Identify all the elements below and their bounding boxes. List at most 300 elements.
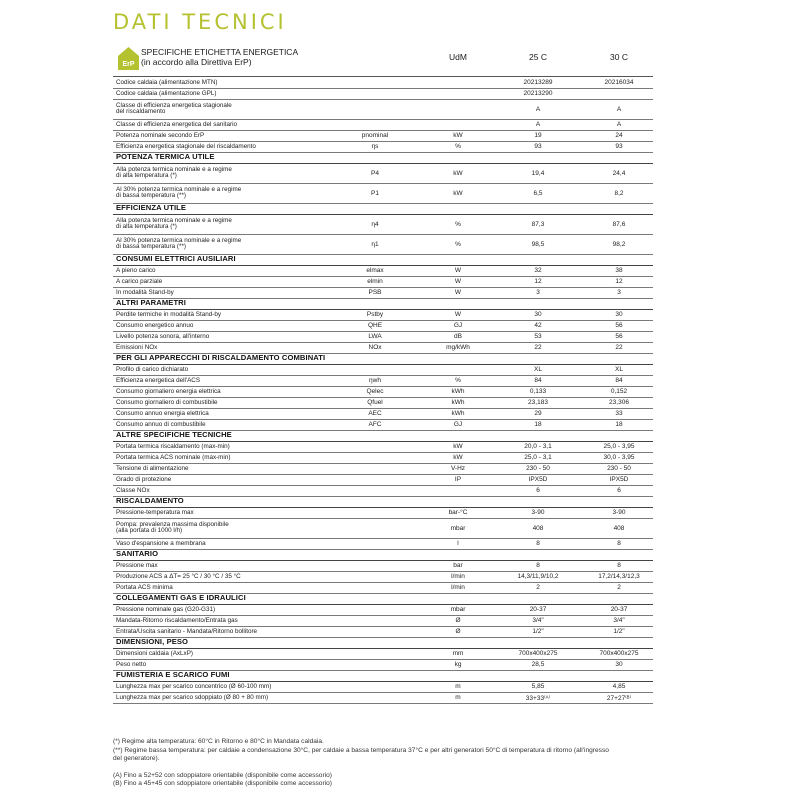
- row-unit: W: [454, 289, 462, 296]
- value-25c: 3-90: [531, 509, 545, 516]
- row-label-line: Potenza nominale secondo ErP: [116, 131, 205, 139]
- table-row: [113, 235, 653, 255]
- row-unit: l/min: [451, 584, 465, 591]
- value-30c: 230 - 50: [607, 465, 631, 472]
- section-heading: [116, 592, 246, 602]
- table-row: [113, 572, 653, 583]
- value-25c: 6: [536, 487, 540, 494]
- value-25c: 1/2": [532, 628, 544, 635]
- row-unit: mbar: [450, 524, 466, 532]
- section-heading-row: [113, 594, 653, 605]
- row-unit: kW: [453, 169, 463, 177]
- value-30c: 56: [615, 322, 623, 329]
- value-25c: IPX5D: [528, 476, 548, 483]
- table-row: [113, 486, 653, 497]
- table-row: [113, 310, 653, 321]
- row-unit: %: [455, 377, 461, 384]
- table-row: [113, 266, 653, 277]
- row-label: [116, 629, 257, 636]
- table-row: [113, 120, 653, 131]
- section-heading: [116, 202, 187, 212]
- row-label-line: Al 30% potenza termica nominale e a regime: [116, 185, 242, 193]
- row-label: [116, 290, 174, 297]
- row-unit: mbar: [450, 606, 466, 613]
- value-30c: 23,306: [609, 399, 629, 406]
- value-30c: 22: [615, 344, 623, 351]
- value-25c: 20,0 - 3,1: [524, 443, 552, 450]
- row-label-line: A carico parziale: [116, 277, 163, 285]
- value-25c: 84: [534, 377, 542, 384]
- value-30c: 20216034: [604, 79, 634, 86]
- value-30c: 84: [615, 377, 623, 384]
- section-heading: [116, 548, 159, 558]
- section-heading-row: [113, 153, 653, 164]
- row-label-line: RISCALDAMENTO: [116, 495, 184, 505]
- row-label-line: Peso netto: [116, 660, 147, 668]
- column-header-25c: 25 C: [529, 52, 547, 62]
- row-symbol: P4: [371, 169, 379, 177]
- table-row: [113, 100, 653, 120]
- section-heading: [116, 253, 236, 263]
- row-label-line: ALTRI PARAMETRI: [116, 297, 186, 307]
- row-label: [116, 389, 221, 396]
- row-label-line: Profilo di carico dichiarato: [116, 365, 189, 373]
- row-label: [116, 477, 171, 484]
- row-unit: GJ: [453, 421, 463, 428]
- row-label-line: Emissioni NOx: [116, 343, 158, 351]
- row-unit: m: [455, 694, 461, 701]
- row-label: [116, 563, 158, 570]
- row-label-line: Livello potenza sonora, all'interno: [116, 332, 210, 340]
- value-30c: 408: [613, 524, 625, 532]
- footnote: del generatore).: [113, 755, 160, 763]
- spec-heading-line2: (in accordo alla Direttiva ErP): [141, 57, 252, 67]
- value-30c: 87,6: [612, 220, 626, 228]
- row-unit: IP: [454, 476, 462, 483]
- value-30c: 25,0 - 3,95: [603, 443, 635, 450]
- table-row: [113, 277, 653, 288]
- table-row: [113, 649, 653, 660]
- value-30c: 4,85: [612, 683, 626, 690]
- row-label-line: (alla portata di 1000 l/h): [116, 527, 183, 535]
- value-30c: 38: [615, 267, 623, 274]
- row-label: [116, 662, 146, 669]
- value-30c: 3: [617, 289, 621, 296]
- row-label-line: DIMENSIONI, PESO: [116, 636, 189, 646]
- row-label: [116, 144, 256, 151]
- row-label: [116, 103, 232, 116]
- row-label: [116, 684, 271, 691]
- value-25c: 20213290: [523, 90, 553, 97]
- section-heading: [116, 352, 326, 362]
- table-row: [113, 627, 653, 638]
- row-label-line: Vaso d'espansione a membrana: [116, 539, 206, 547]
- row-label: [116, 400, 218, 407]
- section-heading-row: [113, 638, 653, 649]
- table-row: [113, 376, 653, 387]
- value-30c: 56: [615, 333, 623, 340]
- section-heading: [116, 151, 215, 161]
- row-label: [116, 218, 232, 231]
- row-label-line: A pieno carico: [116, 266, 156, 274]
- row-label-line: Portata ACS minima: [116, 583, 173, 591]
- table-row: [113, 288, 653, 299]
- row-unit: l: [457, 540, 459, 547]
- section-heading: [116, 669, 230, 679]
- table-row: [113, 539, 653, 550]
- row-symbol: LWA: [368, 333, 382, 340]
- row-symbol: Pstby: [366, 311, 384, 318]
- row-label: [116, 541, 206, 548]
- value-25c: 230 - 50: [526, 465, 550, 472]
- row-unit: kW: [453, 454, 463, 461]
- section-heading-row: [113, 497, 653, 508]
- row-label-line: Consumo giornaliero energia elettrica: [116, 387, 221, 395]
- row-label-line: di bassa temperatura (**): [116, 192, 186, 200]
- row-unit: bar: [453, 562, 463, 569]
- row-unit: Ø: [455, 628, 461, 635]
- table-row: [113, 78, 653, 89]
- value-25c: 19,4: [531, 169, 545, 177]
- row-label: [116, 522, 229, 535]
- value-25c: 87,3: [531, 220, 545, 228]
- row-label: [116, 651, 193, 658]
- row-unit: bar-°C: [448, 509, 468, 516]
- table-row: [113, 164, 653, 184]
- row-label: [116, 312, 221, 319]
- row-unit: W: [454, 267, 462, 274]
- section-heading-row: [113, 431, 653, 442]
- value-30c: 98,2: [612, 240, 626, 248]
- row-label-line: Consumo giornaliero di combustibile: [116, 398, 218, 406]
- row-symbol: NOx: [368, 344, 382, 351]
- row-label-line: Consumo annuo di combustibile: [116, 420, 206, 428]
- value-30c: 2: [617, 584, 621, 591]
- erp-badge-text: ErP: [122, 61, 135, 68]
- row-label: [116, 279, 162, 286]
- spec-heading-line1: SPECIFICHE ETICHETTA ENERGETICA: [141, 47, 299, 57]
- row-unit: kWh: [451, 388, 465, 395]
- value-25c: 30: [534, 311, 542, 318]
- table-row: [113, 89, 653, 100]
- table-row: [113, 682, 653, 693]
- value-25c: A: [535, 105, 541, 113]
- value-25c: 14,3/11,9/10,2: [517, 573, 559, 580]
- row-label-line: EFFICIENZA UTILE: [116, 202, 187, 212]
- row-label-line: Pressione nominale gas (G20-G31): [116, 605, 216, 613]
- value-25c: 3: [536, 289, 540, 296]
- row-label: [116, 585, 173, 592]
- row-label-line: Classe NOx: [116, 486, 150, 494]
- spec-heading: [141, 47, 298, 67]
- row-label-line: Consumo annuo energia elettrica: [116, 409, 209, 417]
- value-25c: 8: [536, 540, 540, 547]
- section-heading-row: [113, 550, 653, 561]
- row-label-line: Mandata-Ritorno riscaldamento/Entrata gas: [116, 616, 238, 624]
- column-header-udm: UdM: [449, 52, 467, 62]
- erp-label-icon: [116, 46, 141, 71]
- row-unit: mm: [452, 650, 464, 657]
- row-unit: kWh: [451, 399, 465, 406]
- column-header-30c: 30 C: [610, 52, 628, 62]
- value-25c: 408: [532, 524, 544, 532]
- row-unit: W: [454, 311, 462, 318]
- row-unit: Ø: [455, 617, 461, 624]
- section-heading: [116, 636, 189, 646]
- row-symbol: ηwh: [369, 377, 381, 384]
- table-row: [113, 184, 653, 204]
- row-label: [116, 444, 230, 451]
- row-label-line: SANITARIO: [116, 548, 159, 558]
- row-label-line: Pompa: prevalenza massima disponibile: [116, 520, 229, 528]
- row-label: [116, 378, 200, 385]
- value-30c: 30: [615, 311, 623, 318]
- section-heading-row: [113, 299, 653, 310]
- row-label: [116, 422, 206, 429]
- row-symbol: Qelec: [366, 388, 384, 395]
- section-heading-row: [113, 354, 653, 365]
- value-25c: 0,133: [529, 388, 547, 395]
- row-label: [116, 238, 241, 251]
- value-30c: A: [616, 105, 622, 113]
- value-30c: 700x400x275: [599, 650, 639, 657]
- row-unit: GJ: [453, 322, 463, 329]
- row-label-line: FUMISTERIA E SCARICO FUMI: [116, 669, 230, 679]
- row-label-line: In modalità Stand-by: [116, 288, 174, 296]
- value-30c: 93: [615, 143, 623, 150]
- value-25c: 32: [534, 267, 542, 274]
- table-row: [113, 475, 653, 486]
- section-heading: [116, 495, 184, 505]
- row-label: [116, 695, 268, 702]
- row-symbol: AEC: [368, 410, 382, 417]
- table-row: [113, 332, 653, 343]
- value-30c: 17,2/14,3/12,3: [598, 573, 640, 580]
- row-unit: kWh: [451, 410, 465, 417]
- value-30c: 0,152: [610, 388, 628, 395]
- value-30c: 30: [615, 661, 623, 668]
- row-label-line: Entrata/Uscita sanitario - Mandata/Ritorno bollitore: [116, 627, 258, 635]
- row-unit: kW: [453, 443, 463, 450]
- row-label-line: Dimensioni caldaia (AxLxP): [116, 649, 193, 657]
- row-label-line: Pressione-temperatura max: [116, 508, 194, 516]
- value-25c: 42: [534, 322, 542, 329]
- value-25c: 29: [534, 410, 542, 417]
- table-row: [113, 464, 653, 475]
- value-30c: 3-90: [612, 509, 626, 516]
- value-25c: 28,5: [531, 661, 545, 668]
- value-25c: 18: [534, 421, 542, 428]
- footnote: (*) Regime alta temperatura: 60°C in Ritorno e 80°C in Mandata caldaia.: [113, 738, 324, 745]
- row-label: [116, 268, 156, 275]
- value-30c: 12: [615, 278, 623, 285]
- row-label-line: Portata termica riscaldamento (max-min): [116, 442, 230, 450]
- row-label-line: Lunghezza max per scarico sdoppiato (Ø 80 + 80 mm): [116, 693, 269, 701]
- row-label-line: Alla potenza termica nominale e a regime: [116, 216, 232, 224]
- row-label-line: Lunghezza max per scarico concentrico (Ø 60-100 mm): [116, 682, 272, 690]
- table-row: [113, 605, 653, 616]
- value-25c: 20213289: [523, 79, 553, 86]
- table-row: [113, 387, 653, 398]
- section-heading-row: [113, 204, 653, 215]
- row-label: [116, 510, 194, 517]
- value-30c: 33: [615, 410, 623, 417]
- row-label: [116, 323, 193, 330]
- row-label: [116, 455, 230, 462]
- row-unit: kW: [453, 132, 463, 139]
- footnote: (A) Fino a 52+52 con sdoppiatore orientabile (disponibile come accessorio): [113, 771, 332, 779]
- table-row: [113, 453, 653, 464]
- value-25c: XL: [534, 366, 542, 373]
- row-label: [116, 466, 188, 473]
- value-30c: 24,4: [612, 169, 626, 177]
- row-unit: W: [454, 278, 462, 285]
- row-label-line: Tensione di alimentazione: [116, 464, 189, 472]
- table-row: [113, 442, 653, 453]
- value-25c: 2: [536, 584, 540, 591]
- row-label: [116, 133, 204, 140]
- table-row: [113, 693, 653, 704]
- table-row: [113, 508, 653, 519]
- row-label-line: Portata termica ACS nominale (max-min): [116, 453, 231, 461]
- value-25c: 98,5: [531, 240, 545, 248]
- row-unit: %: [455, 143, 461, 150]
- table-row: [113, 321, 653, 332]
- value-25c: 93: [534, 143, 542, 150]
- row-label-line: Codice caldaia (alimentazione GPL): [116, 89, 217, 97]
- row-label: [116, 618, 238, 625]
- value-25c: 3/4": [532, 617, 544, 624]
- row-unit: %: [455, 240, 461, 248]
- row-label-line: CONSUMI ELETTRICI AUSILIARI: [116, 253, 236, 263]
- value-25c: A: [535, 121, 541, 128]
- table-row: [113, 519, 653, 539]
- row-label: [116, 167, 232, 180]
- row-label-line: Consumo energetico annuo: [116, 321, 194, 329]
- row-symbol: Qfuel: [367, 399, 383, 406]
- value-25c: 6,5: [533, 189, 543, 197]
- row-label-line: di alta temperatura (*): [116, 223, 177, 231]
- row-unit: mg/kWh: [446, 344, 470, 351]
- row-label-line: del riscaldamento: [116, 108, 166, 116]
- section-heading: [116, 297, 186, 307]
- row-label: [116, 80, 218, 87]
- row-symbol: P1: [371, 189, 379, 197]
- value-25c: 8: [536, 562, 540, 569]
- row-label-line: Alla potenza termica nominale e a regime: [116, 165, 232, 173]
- value-30c: 24: [615, 132, 623, 139]
- row-label-line: COLLEGAMENTI GAS E IDRAULICI: [116, 592, 246, 602]
- value-25c: 53: [534, 333, 542, 340]
- row-symbol: pnominal: [361, 132, 389, 139]
- row-label: [116, 334, 209, 341]
- row-unit: m: [455, 683, 461, 690]
- header-rule: [113, 76, 653, 77]
- table-row: [113, 131, 653, 142]
- row-label-line: Classe di efficienza energetica stagionale: [116, 101, 232, 109]
- row-label-line: Produzione ACS a ΔT= 25 °C / 30 °C / 35 °C: [116, 572, 241, 580]
- value-25c: 23,183: [528, 399, 548, 406]
- row-unit: dB: [454, 333, 462, 340]
- row-label: [116, 367, 188, 374]
- row-label: [116, 574, 241, 581]
- row-unit: kW: [453, 189, 463, 197]
- row-symbol: elmin: [367, 278, 383, 285]
- value-25c: 20-37: [529, 606, 547, 613]
- value-30c: 20-37: [610, 606, 628, 613]
- table-row: [113, 398, 653, 409]
- value-30c: 27+27⁽ᴮ⁾: [606, 695, 632, 702]
- value-30c: 1/2": [613, 628, 625, 635]
- row-label-line: Grado di protezione: [116, 475, 172, 483]
- row-label-line: POTENZA TERMICA UTILE: [116, 151, 215, 161]
- value-25c: 19: [534, 132, 542, 139]
- row-label-line: Pressione max: [116, 561, 158, 569]
- page-title: DATI TECNICI: [113, 10, 287, 34]
- value-30c: A: [616, 121, 622, 128]
- table-row: [113, 409, 653, 420]
- row-unit: %: [455, 220, 461, 228]
- row-label-line: Codice caldaia (alimentazione MTN): [116, 78, 218, 86]
- footnote: (**) Regime bassa temperatura: per caldaie a condensazione 30°C, per caldaie a bassa temperatura 37°C e per altri generatori 50°C di temperatura di ritorno (all'ingresso: [113, 746, 609, 754]
- row-symbol: AFC: [368, 421, 382, 428]
- row-unit: l/min: [451, 573, 465, 580]
- value-30c: 8: [617, 562, 621, 569]
- value-30c: IPX5D: [609, 476, 629, 483]
- note-spacer: [113, 764, 683, 772]
- footnote: (B) Fino a 45+45 con sdoppiatore orientabile (disponibile come accessorio): [113, 780, 332, 788]
- value-30c: 8: [617, 540, 621, 547]
- row-label-line: ALTRE SPECIFICHE TECNICHE: [116, 429, 232, 439]
- row-label: [116, 91, 216, 98]
- row-label-line: Al 30% potenza termica nominale e a regime: [116, 236, 242, 244]
- footnotes: [113, 738, 683, 789]
- table-row: [113, 561, 653, 572]
- row-unit: V-Hz: [450, 465, 466, 472]
- row-label-line: Perdite termiche in modalità Stand-by: [116, 310, 221, 318]
- row-label: [116, 488, 150, 495]
- value-25c: 33+33⁽ᴬ⁾: [525, 695, 551, 702]
- row-label: [116, 607, 215, 614]
- row-label: [116, 187, 241, 200]
- value-25c: 25,0 - 3,1: [524, 454, 552, 461]
- row-label-line: di bassa temperatura (**): [116, 243, 186, 251]
- value-25c: 5,85: [531, 683, 545, 690]
- row-label-line: Efficienza energetica dell'ACS: [116, 376, 201, 384]
- row-symbol: PSB: [368, 289, 382, 296]
- row-symbol: elmax: [366, 267, 384, 274]
- value-30c: 6: [617, 487, 621, 494]
- value-25c: 700x400x275: [518, 650, 558, 657]
- row-symbol: ηs: [371, 143, 379, 150]
- value-30c: 8,2: [614, 189, 624, 197]
- value-30c: 3/4": [613, 617, 625, 624]
- row-label-line: Efficienza energetica stagionale del riscaldamento: [116, 142, 256, 150]
- table-header: [113, 42, 653, 75]
- row-symbol: η4: [371, 220, 379, 228]
- row-label-line: Classe di efficienza energetica del sanitario: [116, 120, 237, 128]
- row-label: [116, 345, 157, 352]
- value-25c: 22: [534, 344, 542, 351]
- value-30c: 30,0 - 3,95: [603, 454, 635, 461]
- row-symbol: QHE: [367, 322, 383, 329]
- value-30c: 18: [615, 421, 623, 428]
- row-label-line: di alta temperatura (*): [116, 172, 177, 180]
- table-row: [113, 365, 653, 376]
- table-row: [113, 616, 653, 627]
- value-30c: XL: [615, 366, 623, 373]
- table-row: [113, 215, 653, 235]
